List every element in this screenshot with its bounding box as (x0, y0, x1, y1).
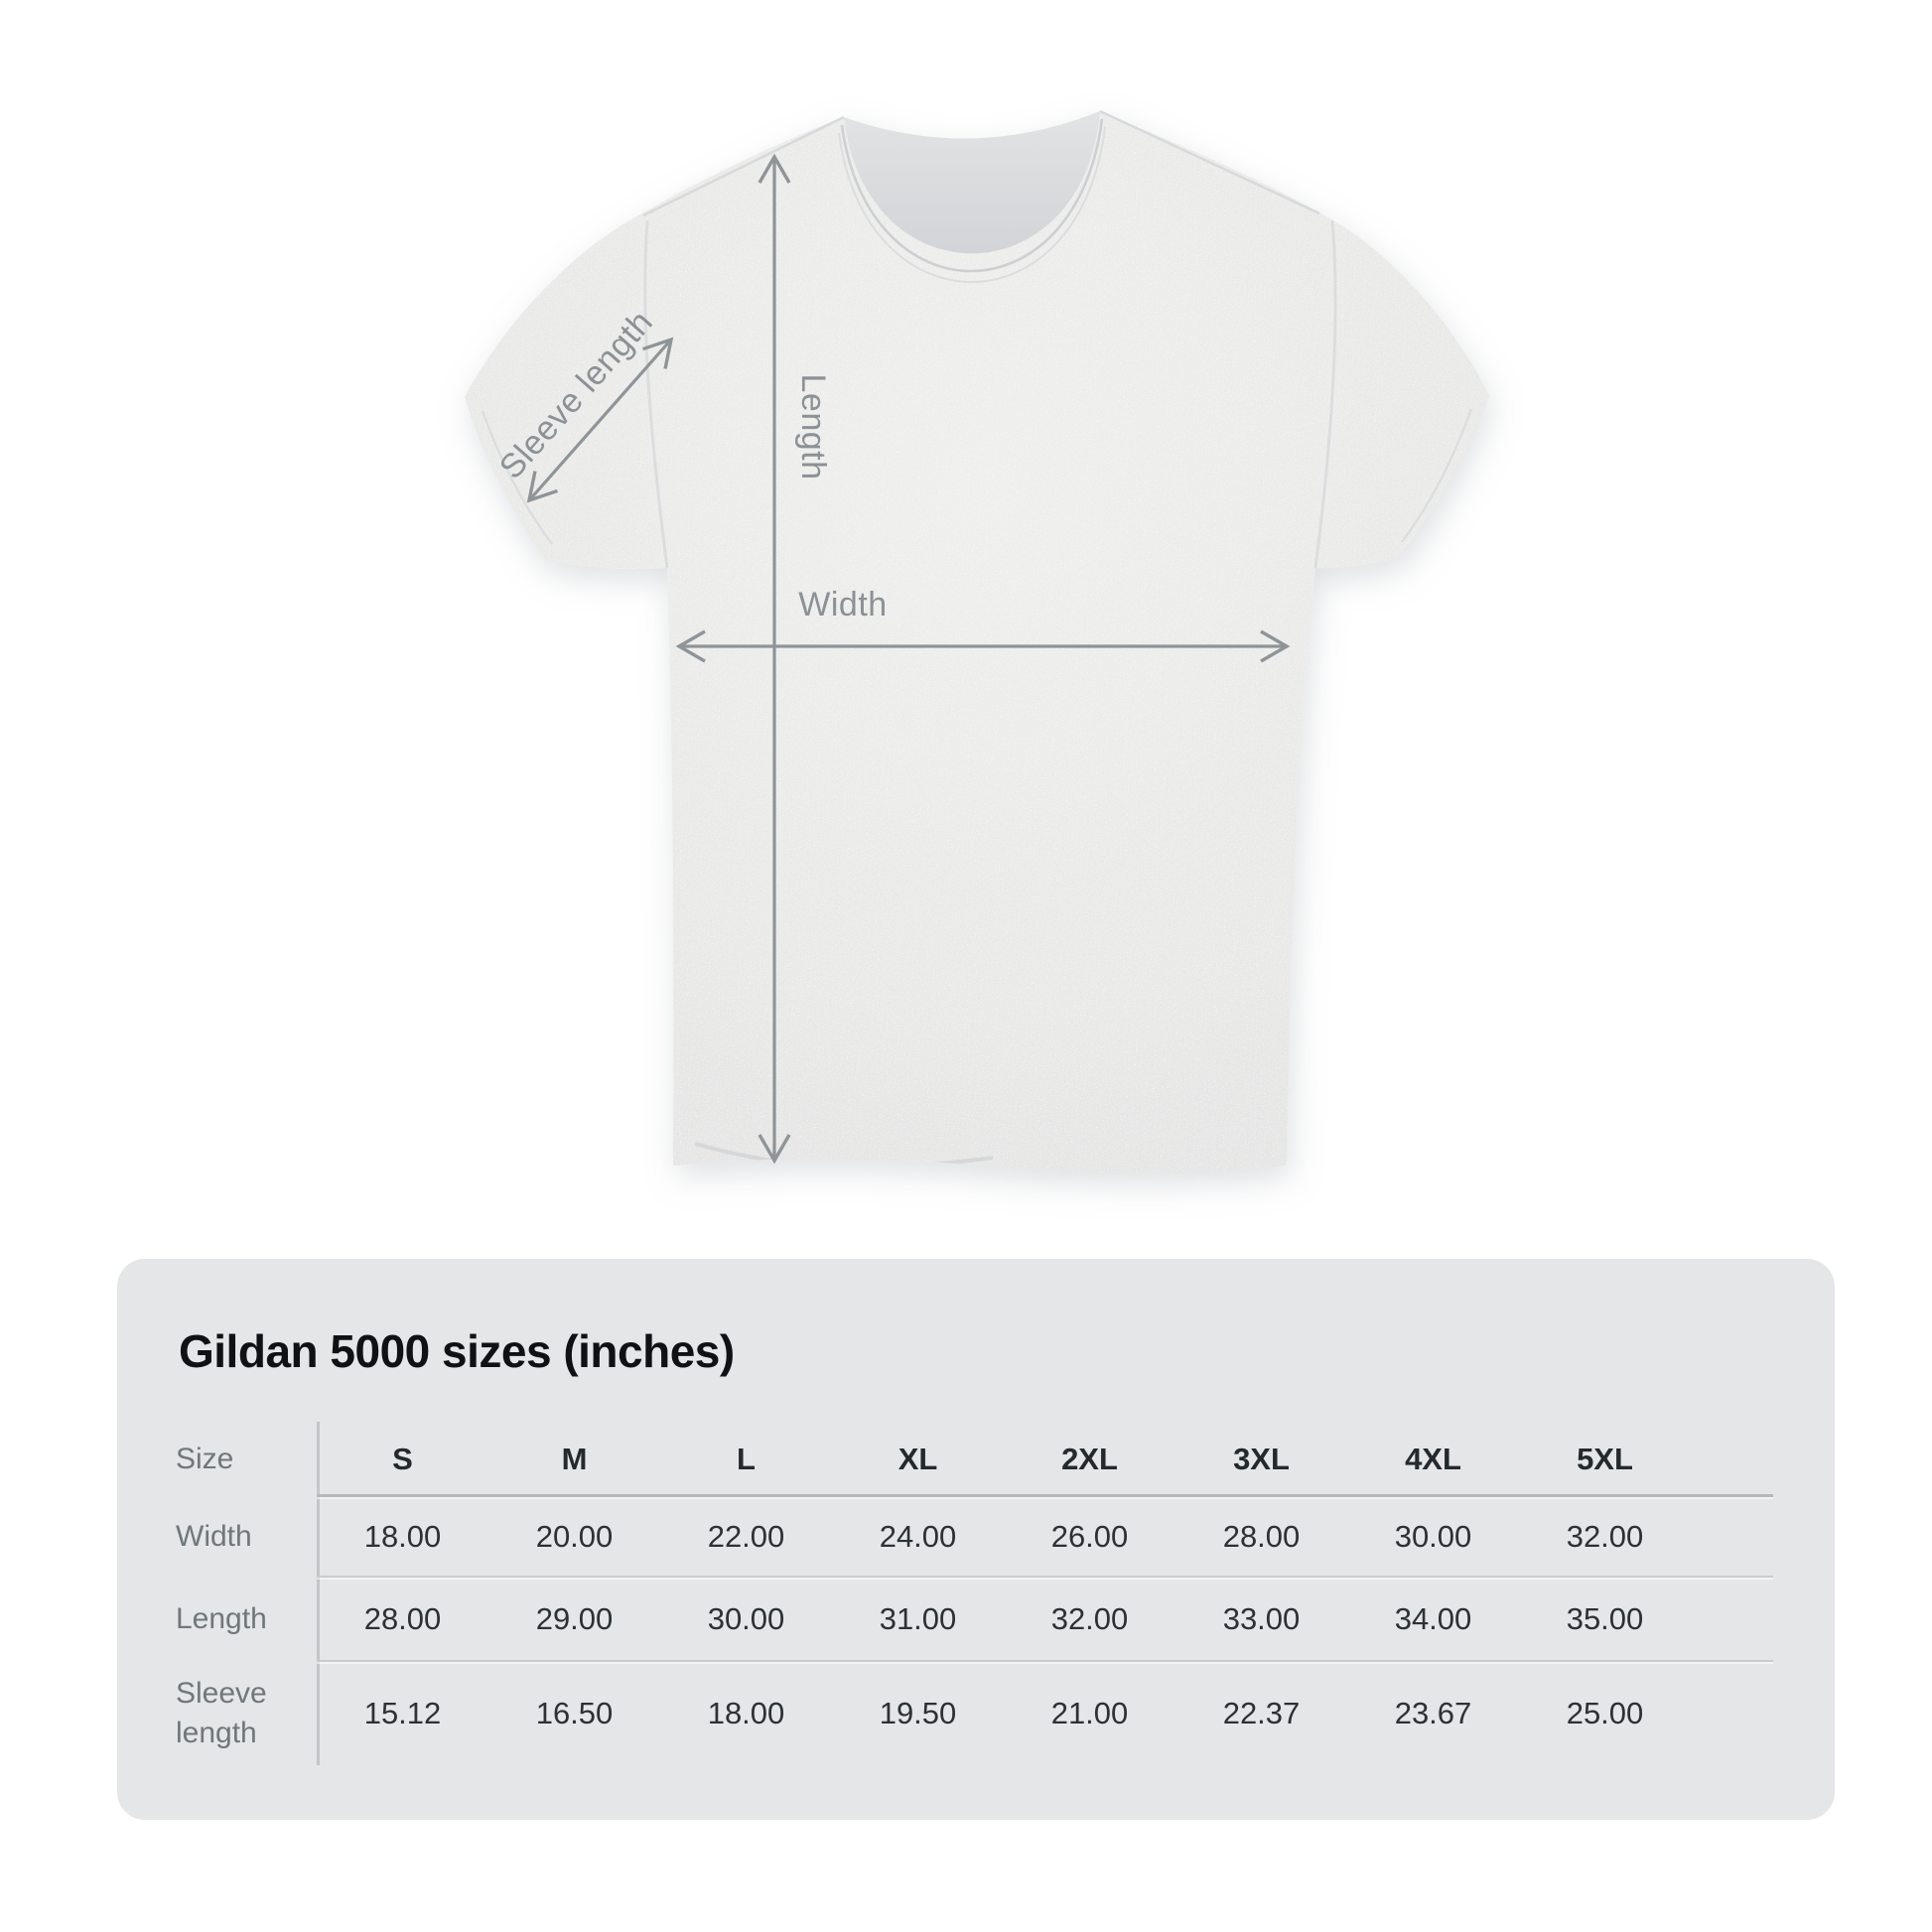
column-header-xl: XL (897, 1441, 938, 1476)
column-header-2xl: 2XL (1061, 1441, 1118, 1476)
table-cell: 25.00 (1566, 1695, 1644, 1730)
table-row-length (172, 1577, 1691, 1661)
table-cell: 28.00 (363, 1600, 442, 1636)
table-cell: 16.50 (535, 1695, 614, 1730)
table-cell: 18.00 (707, 1695, 785, 1730)
table-cell: 20.00 (535, 1518, 614, 1554)
column-header-l: L (737, 1441, 756, 1476)
table-cell: 19.50 (879, 1695, 957, 1730)
panel-title: Gildan 5000 sizes (inches) (179, 1325, 735, 1377)
table-cell: 30.00 (707, 1600, 785, 1636)
row-label-width: Width (176, 1519, 252, 1553)
table-row-width (172, 1496, 1691, 1577)
width-label: Width (798, 586, 888, 623)
table-header-underline (317, 1494, 1773, 1497)
table-cell: 32.00 (1050, 1600, 1129, 1636)
table-row-sleeve-length (172, 1661, 1691, 1765)
table-cell: 23.67 (1394, 1695, 1472, 1730)
table-cell: 29.00 (535, 1600, 614, 1636)
length-label: Length (794, 373, 833, 481)
table-cell: 34.00 (1394, 1600, 1472, 1636)
row-label-length: Length (176, 1601, 267, 1635)
table-row-divider-1 (317, 1576, 1773, 1578)
table-cell: 21.00 (1050, 1695, 1129, 1730)
sleeve-length-label: Sleeve length (491, 303, 661, 486)
table-column-divider (317, 1422, 320, 1765)
table-cell: 22.00 (707, 1518, 785, 1554)
table-cell: 28.00 (1222, 1518, 1301, 1554)
table-cell: 15.12 (363, 1695, 442, 1730)
table-cell: 30.00 (1394, 1518, 1472, 1554)
row-label-sleeve-length: Sleeve length (176, 1676, 267, 1749)
table-cell: 22.37 (1222, 1695, 1301, 1730)
table-cell: 35.00 (1566, 1600, 1644, 1636)
table-cell: 32.00 (1566, 1518, 1644, 1554)
table-cell: 33.00 (1222, 1600, 1301, 1636)
column-header-4xl: 4XL (1405, 1441, 1461, 1476)
column-header-5xl: 5XL (1577, 1441, 1633, 1476)
column-header-m: M (561, 1441, 588, 1476)
table-cell: 24.00 (879, 1518, 957, 1554)
table-row-divider-2 (317, 1660, 1773, 1662)
table-cell: 31.00 (879, 1600, 957, 1636)
table-cell: 26.00 (1050, 1518, 1129, 1554)
table-cell: 18.00 (363, 1518, 442, 1554)
size-table (172, 1422, 1691, 1765)
corner-label: Size (176, 1442, 234, 1475)
size-chart-panel (117, 1259, 1835, 1820)
column-header-3xl: 3XL (1233, 1441, 1290, 1476)
table-header-row (172, 1422, 1691, 1496)
column-header-s: S (392, 1441, 413, 1476)
